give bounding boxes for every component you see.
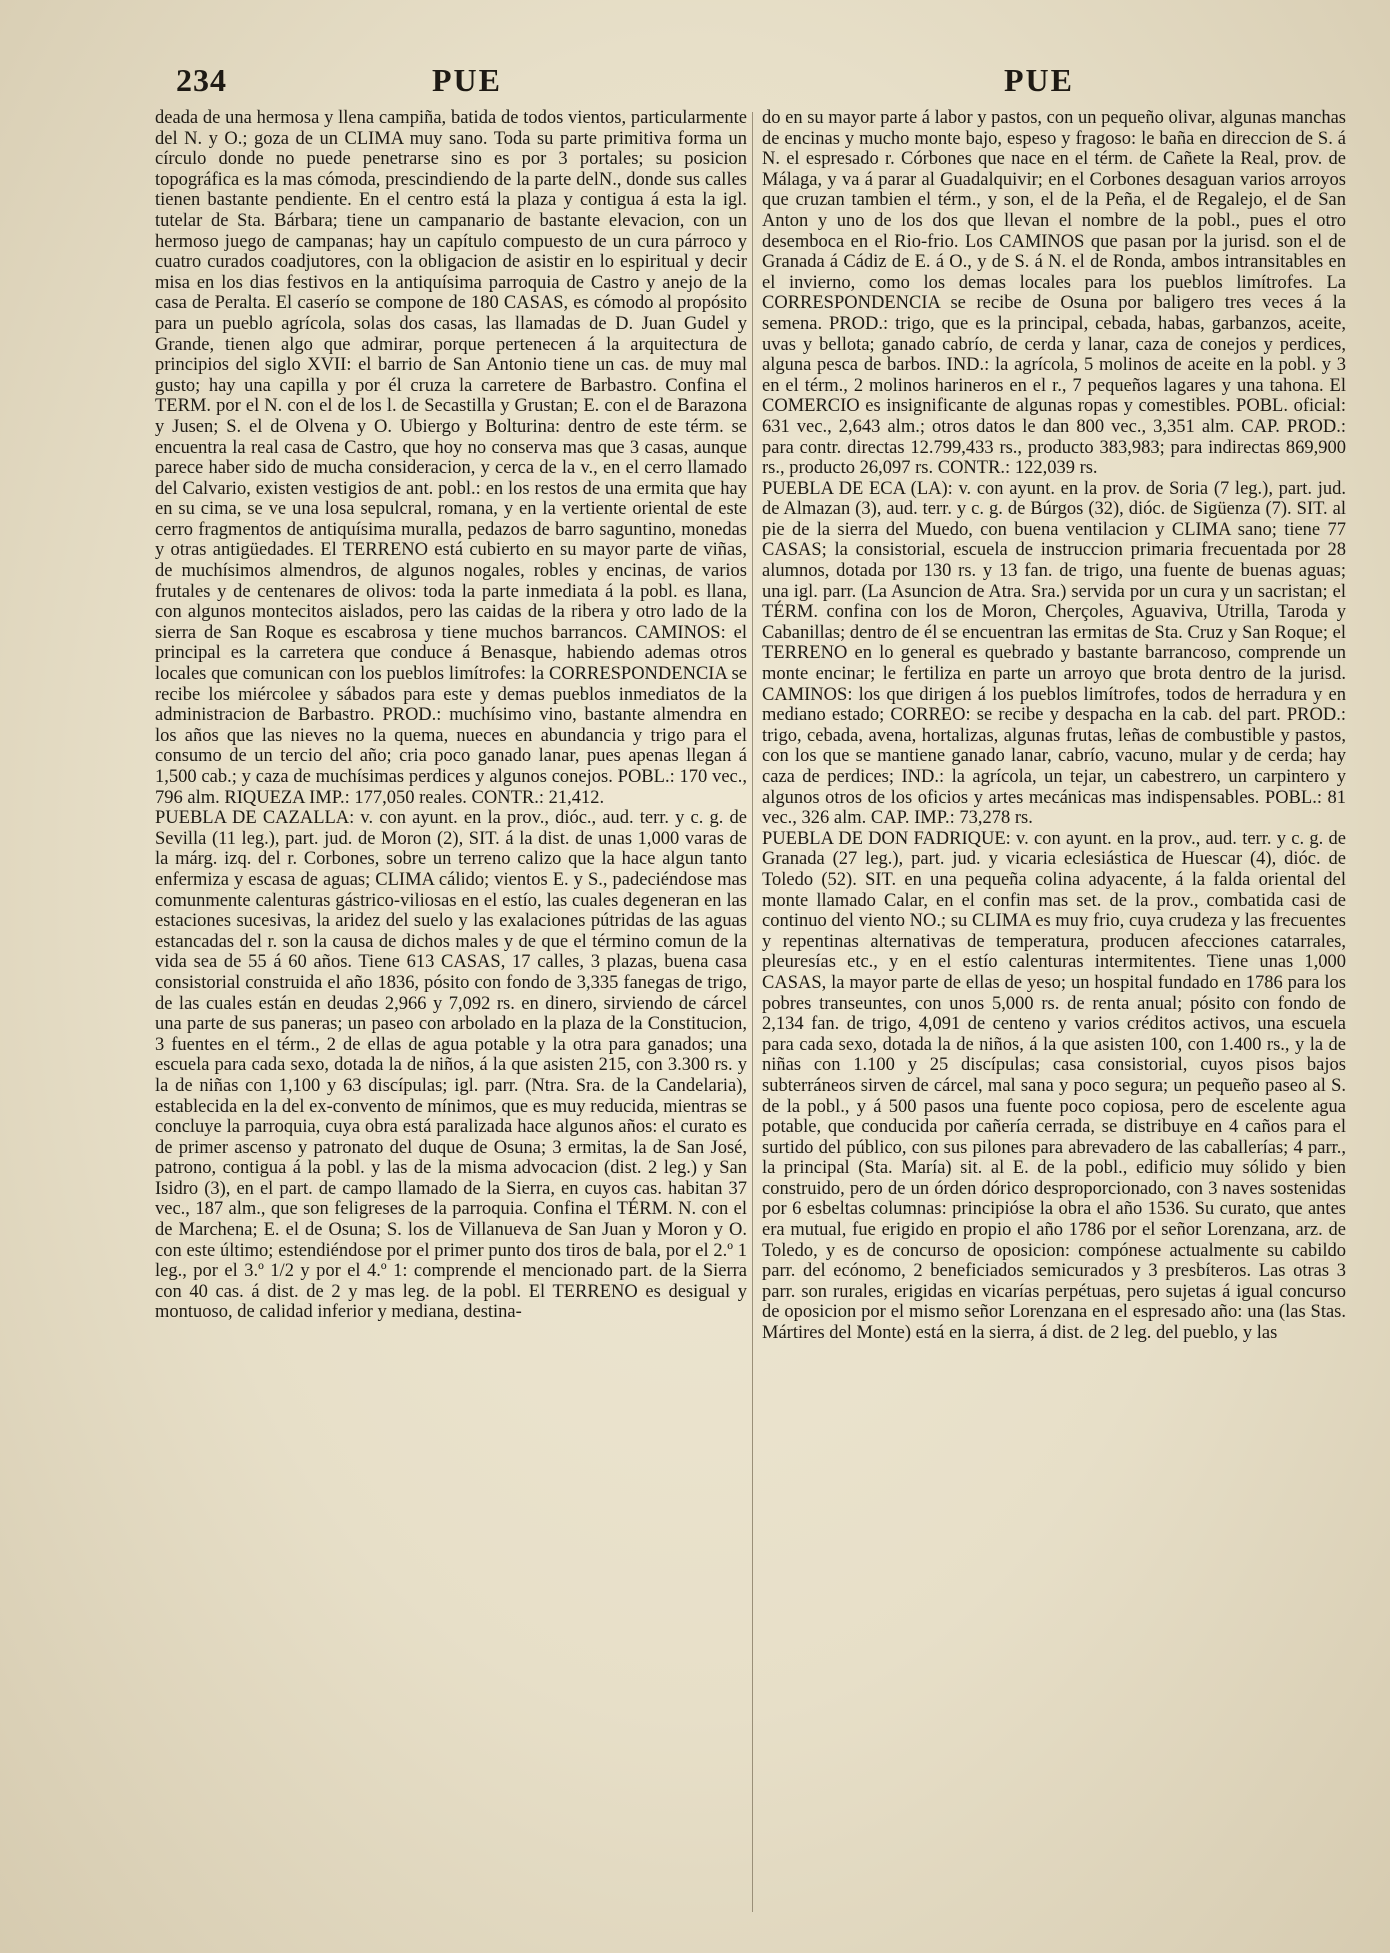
entry-puebla-de-eca: PUEBLA DE ECA (LA): v. con ayunt. en la prov. de Soria (7 leg.), part. jud. de Almazan (3), aud. terr. y c. g. de Búrgos (32), dióc. de Sigüenza (7). SIT. al pie de la sierra del Muedo, con buena ventilacion y CLIMA sano; tiene 77 CASAS; la consistorial, escuela de instruccion primaria frecuentada por 28 alumnos, dotada por 130 rs. y 13 fan. de trigo, una fuente de buenas aguas; una igl. parr. (La Asuncion de Atra. Sra.) servida por un cura y un sacristan; el TÉRM. confina con los de Moron, Cherçoles, Aguaviva, Utrilla, Taroda y Cabanillas; dentro de él se encuentran las ermitas de Sta. Cruz y San Roque; el TERRENO en lo general es quebrado y bastante barrancoso, comprende un monte encinar; le fertiliza en parte un arroyo que brota dentro de la jurisd. CAMINOS: los que dirigen á los pueblos limítrofes, todos de herradura y en mediano estado; CORREO: se recibe y despacha en la cab. del part. PROD.: trigo, cebada, avena, hortalizas, algunas frutas, leñas de combustible y pastos, con los que se mantiene ganado lanar, cabrío, vacuno, mular y de cerda; hay caza de perdices; IND.: la agrícola, un tejar, un cabestrero, un carpintero y algunos otros de los oficios y artes mecánicas mas indispensables. POBL.: 81 vec., 326 alm. CAP. IMP.: 73,278 rs.: [762, 478, 1346, 829]
continued-entry-text: deada de una hermosa y llena campiña, batida de todos vientos, particularmente del N. y O.; goza de un CLIMA muy sano. Toda su parte primitiva forma un círculo donde no puede penetrarse sino es por 3 portales; su posicion topográfica es la mas cómoda, prescindiendo de la parte delN., donde sus calles tienen bastante pendiente. En el centro está la plaza y contigua á esta la igl. tutelar de Sta. Bárbara; tiene un campanario de bastante elevacion, con un hermoso juego de campanas; hay un capítulo compuesto de un cura párroco y cuatro curados coadjutores, con la obligacion de asistir en lo espiritual y decir misa en los dias festivos en la antiquísima parroquia de Castro y anejo de la casa de Peralta. El caserío se compone de 180 CASAS, es cómodo al propósito para un pueblo agrícola, solas dos casas, las llamadas de D. Juan Gudel y Grande, tienen algo que admirar, porque pertenecen á la arquitectura de principios del siglo XVII: el barrio de San Antonio tiene un cas. de muy mal gusto; hay una capilla y por él cruza la carretere de Barbastro. Confina el TERM. por el N. con el de los l. de Secastilla y Grustan; E. con el de Barazona y Jusen; S. el de Olvena y O. Ubiergo y Bolturina: dentro de este térm. se encuentra la real casa de Castro, que hoy no conserva mas que 3 casas, aunque parece haber sido de mucha consideracion, y cerca de la v., en el cerro llamado del Calvario, existen vestigios de ant. pobl.: en los restos de una ermita que hay en su cima, se ve una losa sepulcral, romana, y en la vertiente oriental de este cerro fragmentos de antiquísima muralla, pedazos de barro saguntino, monedas y otras antigüedades. El TERRENO está cubierto en su mayor parte de viñas, de muchísimos almendros, de algunos nogales, robles y encinas, de varios frutales y de centenares de olivos: toda la parte inmediata á la pobl. es llana, con algunos montecitos aislados, pero las caidas de la ribera y otro lado de la sierra de San Roque es escabrosa y tiene muchos barrancos. CAMINOS: el principal es la carretera que conduce á Benasque, habiendo ademas otros locales que comunican con los pueblos limítrofes: la CORRESPONDENCIA se recibe los miércolee y sábados para este y demas pueblos inmediatos de la administracion de Barbastro. PROD.: muchísimo vino, bastante almendra en los años que las nieves no la quema, nueces en abundancia y trigo para el consumo de un tercio del año; cria poco ganado lanar, pues apenas llegan á 1,500 cab.; y caza de muchísimas perdices y algunos conejos. POBL.: 170 vec., 796 alm. RIQUEZA IMP.: 177,050 reales. CONTR.: 21,412.: [155, 108, 747, 808]
page-header: [0, 62, 1390, 108]
right-column: [762, 108, 1346, 1920]
entry-puebla-de-don-fadrique: PUEBLA DE DON FADRIQUE: v. con ayunt. en la prov., aud. terr. y c. g. de Granada (27 leg.), part. jud. y vicaria eclesiástica de Huescar (4), dióc. de Toledo (52). SIT. en una pequeña colina adyacente, á la falda oriental del monte llamado Calar, en el confin mas set. de la prov., combatida casi de continuo del viento NO.; su CLIMA es muy frio, cuya crudeza y las frecuentes y repentinas alternativas de temperatura, producen afecciones catarrales, pleuresías etc., y en el estío calenturas intermitentes. Tiene unas 1,000 CASAS, la mayor parte de ellas de yeso; un hospital fundado en 1786 para los pobres transeuntes, con unos 5,000 rs. de renta anual; pósito con fondo de 2,134 fan. de trigo, 4,091 de centeno y varios créditos activos, una escuela para cada sexo, dotada la de niños, á la que asisten 100, con 1.400 rs., y la de niñas con 1.100 y 25 discípulas; casa consistorial, cuyos pisos bajos subterráneos sirven de cárcel, mal sana y poco segura; un pequeño paseo al S. de la pobl., y á 500 pasos una fuente poco copiosa, pero de escelente agua potable, que conducida por cañería cerrada, se distribuye en 4 caños para el surtido del público, con sus pilones para abrevadero de las caballerías; 4 parr., la principal (Sta. María) sit. al E. de la pobl., edificio muy sólido y bien construido, pero de un órden dórico desproporcionado, con 3 naves sostenidas por 6 esbeltas columnas: principióse la obra el año 1536. Su curato, que antes era mutual, fue erigido en propio el año 1786 por el señor Lorenzana, arz. de Toledo, y es de concurso de oposicion: compónese actualmente su cabildo parr. del ecónomo, 2 beneficiados semicurados y 3 presbíteros. Las otras 3 parr. son rurales, erigidas en vicarías perpétuas, pero sujetas á igual concurso de oposicion por el mismo señor Lorenzana en el espresado año: una (las Stas. Mártires del Monte) está en la sierra, á dist. de 2 leg. del pueblo, y las: [762, 828, 1346, 1344]
entry-puebla-de-cazalla-continued: do en su mayor parte á labor y pastos, con un pequeño olivar, algunas manchas de encinas y mucho monte bajo, espeso y fragoso: le baña en direccion de S. á N. el espresado r. Córbones que nace en el térm. de Cañete la Real, prov. de Málaga, y va á parar al Guadalquivir; en el Corbones desaguan varios arroyos que cruzan tambien el térm., y son, el de la Peña, el de Regalejo, el de San Anton y uno de los dos que llevan el nombre de la pobl., pues el otro desemboca en el Rio-frio. Los CAMINOS que pasan por la jurisd. son el de Granada á Cádiz de E. á O., y de S. á N. el de Ronda, ambos intransitables en el invierno, como los demas locales para los pueblos limítrofes. La CORRESPONDENCIA se recibe de Osuna por baligero tres veces á la semena. PROD.: trigo, que es la principal, cebada, habas, garbanzos, aceite, uvas y bellota; ganado cabrío, de cerda y lanar, caza de conejos y perdices, alguna pesca de barbos. IND.: la agrícola, 5 molinos de aceite en la pobl. y 3 en el térm., 2 molinos harineros en el r., 7 pequeños lagares y una tahona. El COMERCIO es insignificante de algunas ropas y comestibles. POBL. oficial: 631 vec., 2,643 alm.; otros datos le dan 800 vec., 3,351 alm. CAP. PROD.: para contr. directas 12.799,433 rs., producto 383,983; para indirectas 869,900 rs., producto 26,097 rs. CONTR.: 122,039 rs.: [762, 108, 1346, 479]
right-running-head: PUE: [1004, 62, 1074, 98]
column-divider: [752, 112, 753, 1912]
left-column: [155, 108, 747, 1920]
page-number: 234: [176, 62, 227, 98]
entry-puebla-de-cazalla: PUEBLA DE CAZALLA: v. con ayunt. en la prov., dióc., aud. terr. y c. g. de Sevilla (11 leg.), part. jud. de Moron (2), SIT. á la dist. de unas 1,000 varas de la márg. izq. del r. Corbones, sobre un terreno calizo que la hace algun tanto enfermiza y escasa de aguas; CLIMA cálido; vientos E. y S., padeciéndose mas comunmente calenturas gástrico-viliosas en el estío, las cuales degeneran en las estaciones sucesivas, la aridez del suelo y las exalaciones pútridas de las aguas estancadas del r. son la causa de dichos males y de que el término comun de la vida sea de 55 á 60 años. Tiene 613 CASAS, 17 calles, 3 plazas, buena casa consistorial construida el año 1836, pósito con fondo de 3,335 fanegas de trigo, de las cuales están en deudas 2,966 y 7,092 rs. en dinero, sirviendo de cárcel una parte de sus paneras; un paseo con arbolado en la plaza de la Constitucion, 3 fuentes en el térm., 2 de ellas de agua potable y la otra para ganados; una escuela para cada sexo, dotada la de niños, á la que asisten 215, con 3.300 rs. y la de niñas con 1,100 y 63 discípulas; igl. parr. (Ntra. Sra. de la Candelaria), establecida en la del ex-convento de mínimos, que es muy reducida, mientras se concluye la parroquia, cuya obra está paralizada hace algunos años: el curato es de primer ascenso y patronato del duque de Osuna; 3 ermitas, la de San José, patrono, contigua á la pobl. y las de la misma advocacion (dist. 2 leg.) y San Isidro (3), en el part. de campo llamado de la Sierra, en cuyos cas. habitan 37 vec., 187 alm., que son feligreses de la parroquia. Confina el TÉRM. N. con el de Marchena; E. el de Osuna; S. los de Villanueva de San Juan y Moron y O. con este último; estendiéndose por el primer punto dos tiros de bala, por el 2.º 1 leg., por el 3.º 1/2 y por el 4.º 1: comprende el mencionado part. de la Sierra con 40 cas. á dist. de 2 y mas leg. de la pobl. El TERRENO es desigual y montuoso, de calidad inferior y mediana, destina-: [155, 808, 747, 1323]
left-running-head: PUE: [432, 62, 502, 98]
